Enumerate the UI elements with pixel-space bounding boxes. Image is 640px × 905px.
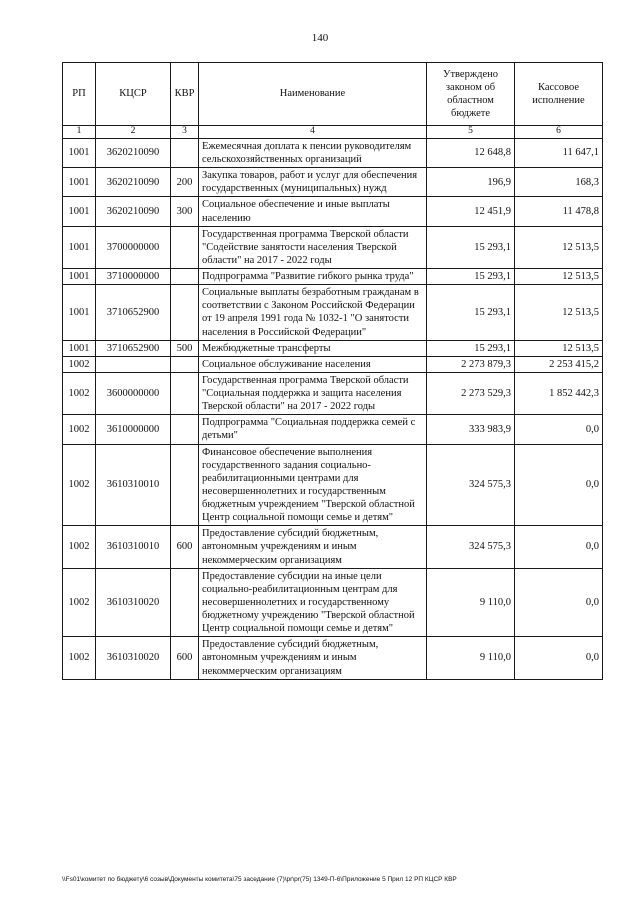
- cell-kvr: 200: [171, 168, 199, 197]
- table-row: [63, 568, 603, 637]
- table-row: [63, 637, 603, 679]
- cell-executed: 0,0: [515, 444, 603, 526]
- column-number: 6: [515, 126, 603, 139]
- table-row: [63, 168, 603, 197]
- cell-rp: 1002: [63, 637, 96, 679]
- cell-kvr: 300: [171, 197, 199, 226]
- cell-approved: 324 575,3: [427, 526, 515, 568]
- cell-kvr: [171, 356, 199, 372]
- cell-executed: 11 647,1: [515, 138, 603, 167]
- cell-kcsr: 3600000000: [96, 372, 171, 414]
- cell-name: Закупка товаров, работ и услуг для обеспечения государственных (муниципальных) нужд: [199, 168, 427, 197]
- cell-name: Государственная программа Тверской области "Социальная поддержка и защита населения Тверской области" на 2017 - 2022 годы: [199, 372, 427, 414]
- cell-approved: 15 293,1: [427, 226, 515, 268]
- cell-approved: 333 983,9: [427, 415, 515, 444]
- cell-rp: 1002: [63, 526, 96, 568]
- cell-name: Предоставление субсидии на иные цели социально-реабилитационным центрам для несовершеннолетних и государственному бюджетному учреждению "Тверской областной Центр социальной помощи семье и детям": [199, 568, 427, 637]
- table-header-row: [63, 63, 603, 126]
- cell-approved: 9 110,0: [427, 568, 515, 637]
- cell-rp: 1001: [63, 138, 96, 167]
- cell-executed: 168,3: [515, 168, 603, 197]
- cell-kcsr: 3620210090: [96, 138, 171, 167]
- table-row: [63, 340, 603, 356]
- cell-rp: 1002: [63, 372, 96, 414]
- column-number-row: [63, 126, 603, 139]
- cell-kvr: [171, 568, 199, 637]
- header-kcsr: КЦСР: [96, 63, 171, 126]
- cell-kvr: 500: [171, 340, 199, 356]
- cell-name: Предоставление субсидий бюджетным, автономным учреждениям и иным некоммерческим организациям: [199, 637, 427, 679]
- cell-name: Подпрограмма "Развитие гибкого рынка труда": [199, 269, 427, 285]
- column-number: 1: [63, 126, 96, 139]
- column-number: 2: [96, 126, 171, 139]
- cell-executed: 0,0: [515, 637, 603, 679]
- cell-rp: 1001: [63, 197, 96, 226]
- cell-executed: 12 513,5: [515, 340, 603, 356]
- cell-rp: 1001: [63, 226, 96, 268]
- cell-name: Социальное обеспечение и иные выплаты населению: [199, 197, 427, 226]
- cell-name: Государственная программа Тверской области "Содействие занятости населения Тверской области" на 2017 - 2022 годы: [199, 226, 427, 268]
- column-number: 4: [199, 126, 427, 139]
- table-row: [63, 226, 603, 268]
- cell-kcsr: 3620210090: [96, 168, 171, 197]
- cell-name: Межбюджетные трансферты: [199, 340, 427, 356]
- table-row: [63, 526, 603, 568]
- cell-kcsr: 3610310020: [96, 637, 171, 679]
- cell-executed: 1 852 442,3: [515, 372, 603, 414]
- cell-rp: 1002: [63, 444, 96, 526]
- cell-rp: 1001: [63, 269, 96, 285]
- cell-name: Финансовое обеспечение выполнения государственного задания социально-реабилитационными центрами для несовершеннолетних и государственным бюджетным учреждением "Тверской областной Центр социальной помощи семье и детям": [199, 444, 427, 526]
- cell-kcsr: 3700000000: [96, 226, 171, 268]
- cell-executed: 12 513,5: [515, 226, 603, 268]
- cell-approved: 12 451,9: [427, 197, 515, 226]
- cell-executed: 0,0: [515, 415, 603, 444]
- column-number: 3: [171, 126, 199, 139]
- header-rp: РП: [63, 63, 96, 126]
- budget-table: [62, 62, 603, 680]
- cell-name: Подпрограмма "Социальная поддержка семей с детьми": [199, 415, 427, 444]
- footer-file-path: \\Fs01\комитет по бюджету\6 созыв\Документы комитета\75 заседание (7)\pr\pr(75) 1349-П-6\Приложение 5 Прил 12 РП КЦСР КВР: [62, 876, 457, 883]
- table-row: [63, 415, 603, 444]
- cell-rp: 1002: [63, 356, 96, 372]
- cell-name: Социальное обслуживание населения: [199, 356, 427, 372]
- cell-executed: 12 513,5: [515, 269, 603, 285]
- cell-kvr: [171, 444, 199, 526]
- cell-kvr: [171, 138, 199, 167]
- cell-approved: 15 293,1: [427, 285, 515, 341]
- table-row: [63, 138, 603, 167]
- cell-kvr: 600: [171, 637, 199, 679]
- cell-rp: 1001: [63, 340, 96, 356]
- table-row: [63, 356, 603, 372]
- cell-rp: 1001: [63, 285, 96, 341]
- cell-kvr: [171, 415, 199, 444]
- cell-approved: 15 293,1: [427, 269, 515, 285]
- page-number: 140: [311, 32, 329, 44]
- cell-executed: 11 478,8: [515, 197, 603, 226]
- table-row: [63, 285, 603, 341]
- cell-kcsr: [96, 356, 171, 372]
- cell-kcsr: 3710652900: [96, 340, 171, 356]
- cell-approved: 196,9: [427, 168, 515, 197]
- cell-executed: 0,0: [515, 568, 603, 637]
- cell-approved: 324 575,3: [427, 444, 515, 526]
- cell-kcsr: 3610310010: [96, 444, 171, 526]
- cell-approved: 15 293,1: [427, 340, 515, 356]
- cell-rp: 1002: [63, 568, 96, 637]
- cell-kvr: [171, 285, 199, 341]
- header-kvr: КВР: [171, 63, 199, 126]
- cell-name: Социальные выплаты безработным гражданам в соответствии с Законом Российской Федерации от 19 апреля 1991 года № 1032-1 "О занятости населения в Российской Федерации": [199, 285, 427, 341]
- cell-name: Предоставление субсидий бюджетным, автономным учреждениям и иным некоммерческим организациям: [199, 526, 427, 568]
- table-row: [63, 197, 603, 226]
- cell-rp: 1002: [63, 415, 96, 444]
- header-approved: Утверждено законом об областном бюджете: [427, 63, 515, 126]
- cell-rp: 1001: [63, 168, 96, 197]
- cell-approved: 12 648,8: [427, 138, 515, 167]
- cell-executed: 2 253 415,2: [515, 356, 603, 372]
- cell-kcsr: 3610310020: [96, 568, 171, 637]
- cell-name: Ежемесячная доплата к пенсии руководителям сельскохозяйственных организаций: [199, 138, 427, 167]
- cell-kcsr: 3710652900: [96, 285, 171, 341]
- header-name: Наименование: [199, 63, 427, 126]
- cell-kvr: [171, 226, 199, 268]
- column-number: 5: [427, 126, 515, 139]
- cell-kvr: 600: [171, 526, 199, 568]
- header-executed: Кассовое исполнение: [515, 63, 603, 126]
- cell-approved: 9 110,0: [427, 637, 515, 679]
- cell-kcsr: 3620210090: [96, 197, 171, 226]
- cell-executed: 12 513,5: [515, 285, 603, 341]
- cell-executed: 0,0: [515, 526, 603, 568]
- table-row: [63, 444, 603, 526]
- cell-kvr: [171, 372, 199, 414]
- cell-kcsr: 3610000000: [96, 415, 171, 444]
- cell-approved: 2 273 879,3: [427, 356, 515, 372]
- table-row: [63, 269, 603, 285]
- cell-kcsr: 3610310010: [96, 526, 171, 568]
- cell-approved: 2 273 529,3: [427, 372, 515, 414]
- cell-kvr: [171, 269, 199, 285]
- table-row: [63, 372, 603, 414]
- cell-kcsr: 3710000000: [96, 269, 171, 285]
